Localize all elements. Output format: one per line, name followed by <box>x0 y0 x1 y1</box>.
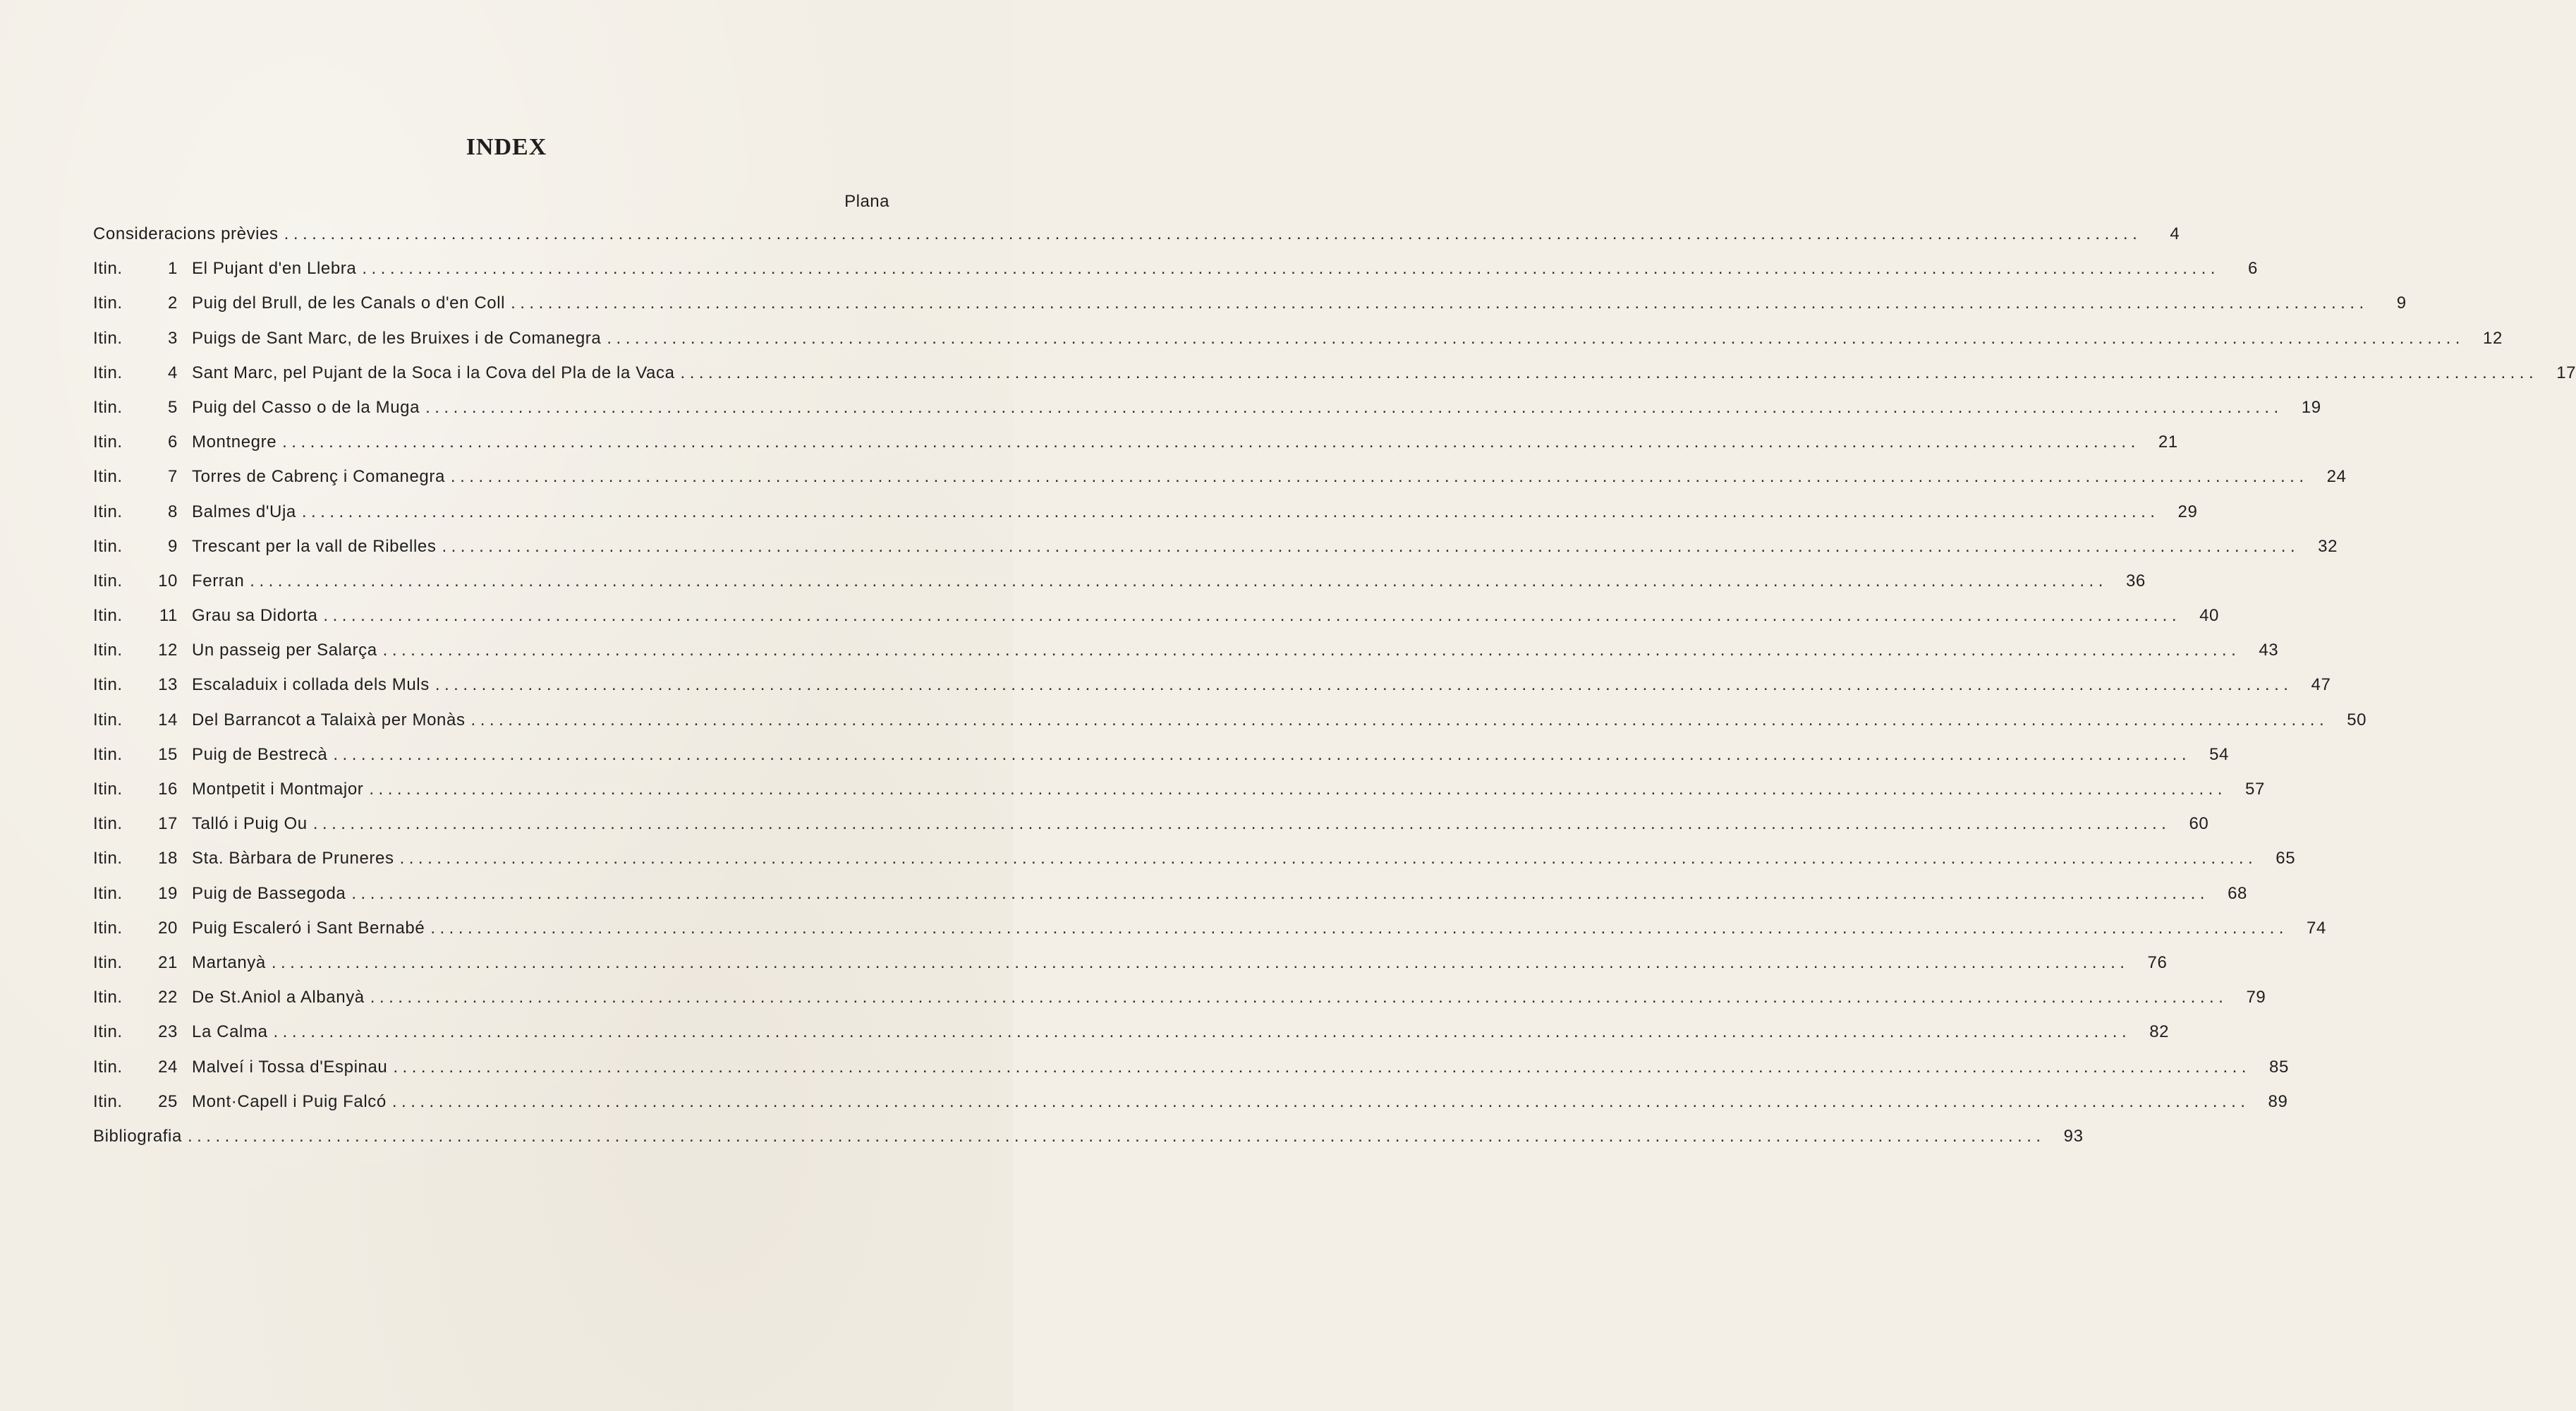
itinerary-prefix: Itin. <box>93 397 123 417</box>
toc-entry <box>93 363 2576 398</box>
entry-title: Talló i Puig Ou <box>192 814 308 834</box>
page-number: 32 <box>2318 536 2338 556</box>
page-number: 40 <box>2199 606 2219 626</box>
dot-leader: ........................................................................................................................................................................................................ <box>301 502 2160 521</box>
page-number: 65 <box>2276 849 2296 868</box>
dot-leader: ........................................................................................................................................................................................................ <box>607 328 2465 348</box>
dot-leader: ........................................................................................................................................................................................................ <box>282 432 2140 452</box>
itinerary-number: 24 <box>158 1057 178 1077</box>
itinerary-prefix: Itin. <box>93 780 123 799</box>
toc-entry <box>93 606 2219 641</box>
entry-title: Grau sa Didorta <box>192 606 318 626</box>
entry-title: Ferran <box>192 571 245 591</box>
toc-entry <box>93 952 2168 988</box>
itinerary-number: 20 <box>158 918 178 938</box>
itinerary-number: 3 <box>168 328 178 348</box>
itinerary-prefix: Itin. <box>93 849 123 868</box>
itinerary-number: 12 <box>158 641 178 660</box>
entry-title: Montnegre <box>192 432 277 452</box>
itinerary-prefix: Itin. <box>93 988 123 1007</box>
entry-title: Un passeig per Salarça <box>192 641 377 660</box>
itinerary-prefix: Itin. <box>93 606 123 626</box>
itinerary-number: 22 <box>158 988 178 1007</box>
itinerary-number: 1 <box>168 259 178 279</box>
page-number: 85 <box>2269 1057 2289 1077</box>
itinerary-prefix: Itin. <box>93 1022 123 1042</box>
page-number: 12 <box>2483 328 2503 348</box>
entry-title: Mont·Capell i Puig Falcó <box>192 1091 387 1111</box>
dot-leader: ........................................................................................................................................................................................................ <box>312 814 2171 834</box>
toc-entry <box>93 988 2266 1022</box>
toc-entry <box>93 467 2347 502</box>
dot-leader: ........................................................................................................................................................................................................ <box>187 1126 2046 1146</box>
dot-leader: ........................................................................................................................................................................................................ <box>399 849 2258 868</box>
entry-title: Puigs de Sant Marc, de les Bruixes i de Comanegra <box>192 328 602 348</box>
toc-entry <box>93 918 2326 953</box>
entry-title: Bibliografia <box>93 1126 182 1146</box>
entry-title: Montpetit i Montmajor <box>192 780 364 799</box>
itinerary-prefix: Itin. <box>93 571 123 591</box>
dot-leader: ........................................................................................................................................................................................................ <box>333 744 2191 764</box>
entry-title: Malveí i Tossa d'Espinau <box>192 1057 388 1077</box>
dot-leader: ........................................................................................................................................................................................................ <box>351 883 2209 903</box>
toc-entry <box>93 432 2178 467</box>
entry-title: La Calma <box>192 1022 268 1042</box>
itinerary-prefix: Itin. <box>93 710 123 729</box>
entry-title: Puig del Brull, de les Canals o d'en Coll <box>192 293 506 313</box>
toc-entry <box>93 744 2229 780</box>
itinerary-prefix: Itin. <box>93 502 123 521</box>
entry-title: Sta. Bàrbara de Pruneres <box>192 849 394 868</box>
itinerary-number: 14 <box>158 710 178 729</box>
itinerary-prefix: Itin. <box>93 675 123 695</box>
table-of-contents <box>93 224 2576 1161</box>
toc-entry <box>93 536 2338 571</box>
itinerary-prefix: Itin. <box>93 328 123 348</box>
itinerary-prefix: Itin. <box>93 952 123 972</box>
page-number: 47 <box>2311 675 2331 695</box>
toc-entry <box>93 675 2331 710</box>
itinerary-number: 17 <box>158 814 178 834</box>
dot-leader: ........................................................................................................................................................................................................ <box>442 536 2300 556</box>
page-number: 74 <box>2307 918 2326 938</box>
itinerary-number: 9 <box>168 536 178 556</box>
page-number: 43 <box>2259 641 2279 660</box>
itinerary-prefix: Itin. <box>93 814 123 834</box>
itinerary-number: 7 <box>168 467 178 487</box>
entry-title: Martanyà <box>192 952 266 972</box>
itinerary-prefix: Itin. <box>93 259 123 279</box>
entry-title: Del Barrancot a Talaixà per Monàs <box>192 710 466 729</box>
dot-leader: ........................................................................................................................................................................................................ <box>511 293 2369 313</box>
itinerary-prefix: Itin. <box>93 918 123 938</box>
itinerary-number: 4 <box>168 363 178 382</box>
page-number: 17 <box>2556 363 2576 382</box>
page-number: 36 <box>2125 571 2146 591</box>
page-number: 79 <box>2246 988 2266 1007</box>
itinerary-prefix: Itin. <box>93 641 123 660</box>
toc-entry <box>93 883 2247 919</box>
itinerary-number: 2 <box>168 293 178 313</box>
toc-entry <box>93 1022 2170 1057</box>
itinerary-number: 21 <box>158 952 178 972</box>
itinerary-prefix: Itin. <box>93 883 123 903</box>
page-number: 57 <box>2245 780 2265 799</box>
entry-title: Puig de Bestrecà <box>192 744 328 764</box>
dot-leader: ........................................................................................................................................................................................................ <box>470 710 2329 729</box>
entry-title: Puig de Bassegoda <box>192 883 346 903</box>
entry-title: Puig del Casso o de la Muga <box>192 397 420 417</box>
entry-title: Balmes d'Uja <box>192 502 296 521</box>
page-number: 93 <box>2063 1126 2084 1146</box>
itinerary-number: 18 <box>158 849 178 868</box>
dot-leader: ........................................................................................................................................................................................................ <box>435 675 2293 695</box>
dot-leader: ........................................................................................................................................................................................................ <box>430 918 2288 938</box>
itinerary-number: 13 <box>158 675 178 695</box>
itinerary-prefix: Itin. <box>93 363 123 382</box>
page-number: 60 <box>2189 814 2209 834</box>
entry-title: Puig Escaleró i Sant Bernabé <box>192 918 425 938</box>
entry-title: Trescant per la vall de Ribelles <box>192 536 437 556</box>
itinerary-prefix: Itin. <box>93 744 123 764</box>
page-number: 82 <box>2149 1022 2170 1042</box>
dot-leader: ........................................................................................................................................................................................................ <box>273 1022 2132 1042</box>
entry-title: Escaladuix i collada dels Muls <box>192 675 430 695</box>
dot-leader: ........................................................................................................................................................................................................ <box>369 780 2227 799</box>
itinerary-number: 19 <box>158 883 178 903</box>
entry-title: Consideracions prèvies <box>93 224 279 243</box>
toc-entry <box>93 224 2180 259</box>
itinerary-prefix: Itin. <box>93 1091 123 1111</box>
itinerary-prefix: Itin. <box>93 293 123 313</box>
toc-entry <box>93 641 2279 675</box>
toc-entry <box>93 1126 2084 1161</box>
dot-leader: ........................................................................................................................................................................................................ <box>370 988 2228 1007</box>
dot-leader: ........................................................................................................................................................................................................ <box>284 224 2142 243</box>
itinerary-number: 23 <box>158 1022 178 1042</box>
toc-entry <box>93 780 2265 814</box>
itinerary-prefix: Itin. <box>93 432 123 452</box>
toc-entry <box>93 571 2146 606</box>
page-number: 68 <box>2228 883 2247 903</box>
toc-entry <box>93 502 2198 537</box>
entry-title: Torres de Cabrenç i Comanegra <box>192 467 445 487</box>
page-number: 6 <box>2247 259 2258 279</box>
itinerary-number: 16 <box>158 780 178 799</box>
toc-entry <box>93 293 2407 328</box>
toc-entry <box>93 1091 2288 1127</box>
toc-entry <box>93 1057 2289 1092</box>
dot-leader: ........................................................................................................................................................................................................ <box>425 397 2283 417</box>
page-number: 21 <box>2158 432 2178 452</box>
dot-leader: ........................................................................................................................................................................................................ <box>362 259 2220 279</box>
toc-entry <box>93 397 2321 432</box>
dot-leader: ........................................................................................................................................................................................................ <box>250 571 2108 591</box>
page-number: 19 <box>2301 397 2321 417</box>
itinerary-prefix: Itin. <box>93 1057 123 1077</box>
itinerary-number: 25 <box>158 1091 178 1111</box>
toc-entry <box>93 259 2258 293</box>
dot-leader: ........................................................................................................................................................................................................ <box>391 1091 2250 1111</box>
itinerary-number: 10 <box>158 571 178 591</box>
dot-leader: ........................................................................................................................................................................................................ <box>323 606 2181 626</box>
toc-entry <box>93 710 2367 745</box>
entry-title: De St.Aniol a Albanyà <box>192 988 365 1007</box>
entry-title: El Pujant d'en Llebra <box>192 259 357 279</box>
itinerary-number: 8 <box>168 502 178 521</box>
dot-leader: ........................................................................................................................................................................................................ <box>393 1057 2251 1077</box>
itinerary-number: 6 <box>168 432 178 452</box>
toc-entry <box>93 849 2296 883</box>
entry-title: Sant Marc, pel Pujant de la Soca i la Cova del Pla de la Vaca <box>192 363 675 382</box>
page-number: 89 <box>2268 1091 2288 1111</box>
page-number: 50 <box>2347 710 2367 729</box>
page-number: 9 <box>2396 293 2407 313</box>
dot-leader: ........................................................................................................................................................................................................ <box>680 363 2539 382</box>
dot-leader: ........................................................................................................................................................................................................ <box>271 952 2130 972</box>
page-number: 24 <box>2326 467 2347 487</box>
itinerary-number: 15 <box>158 744 178 764</box>
page-number: 4 <box>2170 224 2180 243</box>
toc-entry <box>93 328 2503 363</box>
dot-leader: ........................................................................................................................................................................................................ <box>450 467 2309 487</box>
page-column-header: Plana <box>844 192 889 211</box>
itinerary-prefix: Itin. <box>93 536 123 556</box>
toc-entry <box>93 814 2209 849</box>
itinerary-number: 5 <box>168 397 178 417</box>
itinerary-prefix: Itin. <box>93 467 123 487</box>
page-number: 76 <box>2147 952 2168 972</box>
page-title: INDEX <box>466 134 547 160</box>
page-number: 29 <box>2177 502 2198 521</box>
itinerary-number: 11 <box>159 606 178 626</box>
page-number: 54 <box>2209 744 2229 764</box>
dot-leader: ........................................................................................................................................................................................................ <box>382 641 2241 660</box>
